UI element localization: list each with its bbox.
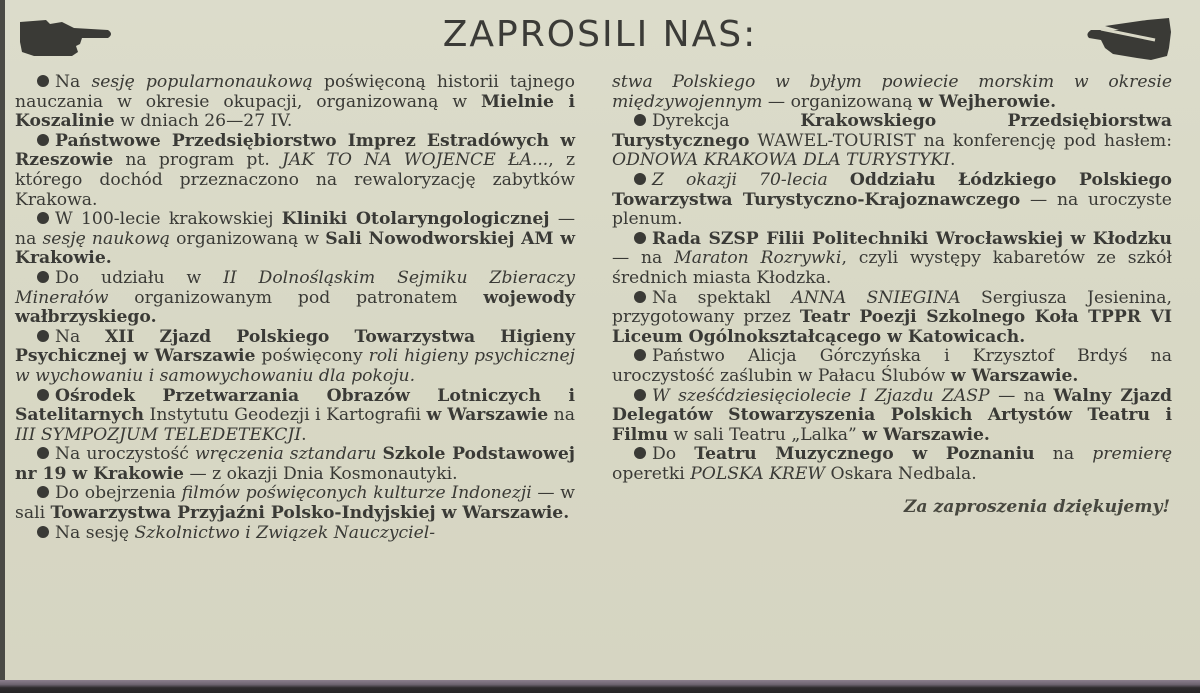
text-run: Krakowskiego Przedsiębiorstwa Turystycznego [612, 111, 1172, 151]
page-edge [0, 680, 1200, 693]
bullet-icon [37, 447, 49, 459]
list-item [612, 171, 1172, 230]
text-run: Kliniki Otolaryngologicznej [281, 209, 550, 230]
bullet-icon [634, 114, 646, 126]
text-run: na program pt. [113, 150, 283, 171]
text-run: Sali Nowodworskiej AM w Krakowie. [15, 228, 575, 269]
list-item [612, 347, 1172, 386]
text-run: Ośrodek Przetwarzania Obrazów Lotniczych i Satelitarnych [15, 385, 575, 426]
list-item [15, 132, 575, 210]
list-item [15, 445, 575, 484]
text-run: POLSKA KREW [690, 463, 826, 484]
text-run: stwa Polskiego w byłym powiecie morskim w okresie międzywojennym [612, 72, 1172, 112]
list-item [15, 269, 575, 328]
text-run: sesję popularnonaukową [91, 72, 313, 92]
text-run: — na uroczyste plenum. [612, 189, 1172, 230]
text-run: organizowanym pod patronatem [108, 287, 484, 308]
text-run: Na [55, 326, 105, 347]
closing-note: Za zaproszenia dziękujemy! [903, 497, 1170, 518]
list-item [15, 387, 575, 446]
text-run: Towarzystwa Przyjaźni Polsko-Indyjskiej w Warszawie. [50, 503, 570, 524]
list-item [612, 445, 1172, 484]
text-run: ODNOWA KRAKOWA DLA TURYSTYKI [612, 150, 951, 171]
text-run: Teatr Poezji Szkolnego Koła TPPR VI Liceum Ogólnokształcącego w Katowicach. [612, 307, 1172, 347]
text-run: — na [989, 385, 1054, 406]
text-run: . [301, 424, 307, 445]
list-item [15, 524, 575, 544]
text-run: w Warszawie. [950, 365, 1079, 386]
text-run: na [1034, 444, 1093, 465]
text-run: roli higieny psychicznej w wychowaniu i samowychowaniu dla pokoju. [15, 346, 575, 386]
bullet-icon [37, 486, 49, 498]
bullet-icon [634, 349, 646, 361]
list-item-continuation [612, 73, 1172, 112]
bullet-icon [37, 271, 49, 283]
text-run: Oskara Nedbala. [825, 463, 977, 484]
text-run: filmów poświęconych kulturze Indonezji [181, 483, 532, 504]
text-run: sesję naukową [42, 228, 171, 249]
text-run: Do obejrzenia [55, 483, 182, 504]
text-run: . [950, 150, 956, 171]
text-run: W 100-lecie krakowskiej [55, 209, 282, 230]
text-run: JAK TO NA WOJENCE ŁA... [282, 150, 549, 171]
text-run: w dniach 26—27 IV. [114, 111, 293, 132]
bullet-icon [37, 75, 49, 87]
bullet-icon [634, 173, 646, 185]
list-item [612, 112, 1172, 171]
text-run: Państwowe Przedsiębiorstwo Imprez Estradówych w Rzeszowie [15, 130, 575, 171]
text-run: Sergiusza Jesienina, przygotowany przez [612, 287, 1172, 328]
text-run: Szkole Podstawowej nr 19 w Krakowie [15, 444, 575, 484]
text-run: wojewody wałbrzyskiego. [15, 287, 575, 328]
text-run: Mielnie i Koszalinie [15, 91, 575, 132]
text-run: Instytutu Geodezji i Kartografii [144, 405, 427, 426]
text-run: w Warszawie. [862, 424, 990, 445]
text-run: Na [55, 72, 92, 92]
text-run: — na [612, 248, 675, 269]
text-run: Teatru Muzycznego w Poznaniu [694, 444, 1035, 465]
bullet-icon [634, 232, 646, 244]
text-run: Na sesję [55, 522, 135, 543]
column-rule [0, 0, 5, 683]
text-run: Z okazji 70-lecia [652, 169, 828, 190]
bullet-icon [37, 212, 49, 224]
text-run: XII Zjazd Polskiego Towarzystwa Higieny Psychicznej w Warszawie [15, 326, 575, 367]
text-run: — organizowaną [762, 91, 919, 112]
text-run: III SYMPOZJUM TELEDETEKCJI [15, 424, 302, 445]
text-run: Państwo Alicja Górczyńska i Krzysztof Brdyś na uroczystość zaślubin w Pałacu Ślubów [612, 346, 1172, 386]
text-run: WAWEL-TOURIST na konferencję pod hasłem: [749, 130, 1172, 151]
bullet-icon [634, 291, 646, 303]
text-run: w Warszawie [426, 405, 549, 426]
right-column [612, 73, 1172, 535]
bullet-icon [37, 134, 49, 146]
text-run: Do udziału w [55, 267, 224, 288]
text-run: Dyrekcja [652, 111, 801, 132]
text-run: — w sali [15, 483, 575, 524]
text-run: II Dolnośląskim Sejmiku Zbieraczy Minerałów [15, 267, 575, 308]
text-run: , czyli występy kabaretów ze szkół średnich miasta Kłodzka. [612, 248, 1172, 288]
list-item [15, 210, 575, 269]
bullet-icon [37, 330, 49, 342]
text-run: na [548, 405, 575, 426]
text-run: premierę [1092, 444, 1172, 465]
text-run [828, 170, 850, 190]
pointing-hand-right-icon [16, 16, 114, 58]
text-run: organizowaną w [170, 228, 326, 249]
text-run: Rada SZSP Filii Politechniki Wrocławskiej w Kłodzku [652, 228, 1172, 249]
text-run: Maraton Rozrywki [674, 248, 842, 269]
list-item [15, 73, 575, 132]
text-run: ANNA SNIEGINA [791, 287, 961, 308]
list-item [612, 230, 1172, 289]
text-run: w Wejherowie. [918, 91, 1057, 112]
text-run: Szkolnictwo i Związek Nauczyciel- [134, 522, 436, 543]
text-run: Na spektakl [652, 287, 792, 308]
bullet-icon [37, 526, 49, 538]
text-run: poświęcony [255, 346, 369, 367]
text-run: Oddziału Łódzkiego Polskiego Towarzystwa Turystyczno-Krajoznawczego [612, 169, 1173, 210]
bullet-icon [634, 389, 646, 401]
list-item [612, 289, 1172, 348]
text-run: , z którego dochód przeznaczono na rewaloryzację zabytków Krakowa. [15, 150, 576, 210]
bullet-icon [634, 447, 646, 459]
list-item [15, 328, 575, 387]
list-item [612, 387, 1172, 446]
text-run: — z okazji Dnia Kosmonautyki. [183, 463, 458, 484]
text-run: W sześćdziesięciolecie I Zjazdu ZASP [652, 385, 990, 406]
text-run: — na [15, 209, 576, 249]
text-run: Walny Zjazd Delegatów Stowarzyszenia Polskich Artystów Teatru i Filmu [612, 385, 1173, 445]
text-run: Do [652, 444, 695, 465]
text-run: operetki [612, 463, 691, 484]
text-run: wręczenia sztandaru [194, 444, 377, 465]
list-item [15, 484, 575, 523]
left-column [15, 73, 575, 543]
pointing-hand-left-icon [1085, 18, 1175, 62]
text-run: Na uroczystość [55, 444, 195, 465]
page-title: ZAPROSILI NAS: [442, 14, 758, 55]
text-run: poświęconą historii tajnego nauczania w okresie okupacji, organizowaną w [15, 72, 576, 112]
text-run: w sali Teatru „Lalka” [667, 424, 863, 445]
bullet-icon [37, 389, 49, 401]
